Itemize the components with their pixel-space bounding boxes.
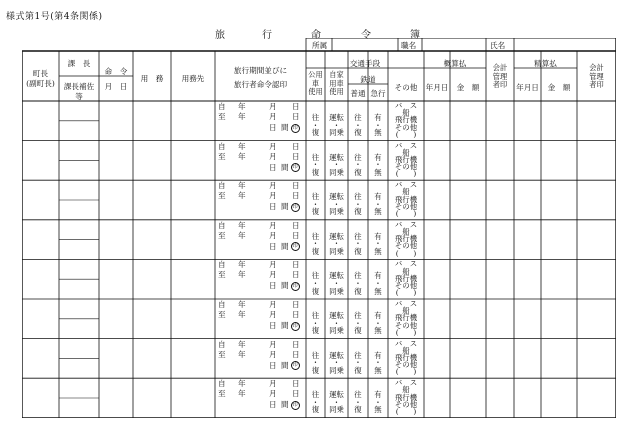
from-day-label: 日	[292, 260, 300, 270]
from-month-label: 月	[269, 379, 277, 389]
seal-icon: 印	[292, 203, 298, 210]
to-month-label: 月	[269, 230, 277, 240]
to-month-label: 月	[269, 191, 277, 201]
private-car-choice: 運転 ・ 同乗	[329, 311, 344, 336]
from-year-label: 年	[238, 379, 246, 389]
position-label: 職名	[401, 41, 417, 50]
to-day-label: 日	[292, 349, 300, 359]
to-year-label: 年	[238, 349, 246, 359]
other-transport-choice: バ ス 船 飛行機 その他 ( )	[394, 180, 418, 218]
settlement-header: 精算払	[534, 59, 557, 68]
from-year-label: 年	[238, 339, 246, 349]
period-header-line2: 旅行者命令認印	[233, 80, 288, 89]
public-car-choice: 往 ・ 復	[311, 350, 320, 375]
from-month-label: 月	[269, 260, 277, 270]
public-car-choice: 往 ・ 復	[311, 231, 320, 256]
to-month-label: 月	[269, 151, 277, 161]
advance-date-header: 年月日	[425, 83, 449, 92]
to-label: 至	[218, 310, 226, 319]
from-label: 自	[218, 141, 226, 151]
accounting-officer-header-2: 会計 管理 者印	[589, 63, 604, 90]
days-label: 日	[269, 281, 277, 291]
to-label: 至	[218, 349, 226, 359]
railway-header: 鉄道	[360, 75, 376, 84]
from-label: 自	[218, 181, 226, 191]
mayor-header: 町長	[32, 69, 49, 78]
duration-label: 間 印	[281, 202, 298, 212]
ordinary-choice: 往 ・ 復	[354, 192, 362, 217]
ordinary-choice: 往 ・ 復	[354, 350, 362, 375]
order-date-header: 月 日	[104, 82, 128, 91]
advance-amount-header: 金 額	[456, 83, 480, 92]
to-year-label: 年	[238, 389, 246, 399]
private-car-choice: 運転 ・ 同乗	[329, 152, 344, 177]
from-day-label: 日	[292, 339, 300, 349]
duration-label: 間 印	[281, 162, 298, 172]
affiliation-label: 所属	[312, 41, 328, 50]
to-label: 至	[218, 191, 226, 201]
private-car-choice: 運転 ・ 同乗	[329, 350, 344, 375]
seal-icon: 印	[292, 362, 298, 369]
express-choice: 有 ・ 無	[374, 152, 382, 177]
other-transport-choice: バ ス 船 飛行機 その他 ( )	[394, 299, 418, 337]
advance-header: 概算払	[443, 59, 467, 68]
from-label: 自	[218, 220, 226, 230]
ordinary-choice: 往 ・ 復	[354, 113, 362, 138]
transport-header: 交通手段	[349, 59, 381, 68]
ordinary-choice: 往 ・ 復	[354, 311, 362, 336]
title-char-3: 命	[311, 30, 321, 41]
other-transport-header: その他	[394, 83, 418, 92]
private-car-choice: 運転 ・ 同乗	[329, 113, 344, 138]
express-choice: 有 ・ 無	[374, 192, 382, 217]
days-label: 日	[269, 123, 277, 132]
days-label: 日	[269, 400, 277, 410]
days-label: 日	[269, 241, 277, 251]
from-label: 自	[218, 300, 226, 309]
order-header: 命 令	[104, 67, 128, 76]
from-year-label: 年	[238, 220, 246, 230]
days-label: 日	[269, 360, 277, 370]
settlement-amount-header: 金 額	[547, 83, 571, 92]
section-chief-header: 課 長	[67, 59, 91, 68]
to-day-label: 日	[292, 270, 300, 280]
other-transport-choice: バ ス 船 飛行機 その他 ( )	[394, 101, 418, 139]
from-day-label: 日	[292, 181, 300, 191]
from-month-label: 月	[269, 339, 277, 349]
to-label: 至	[218, 151, 226, 161]
seal-icon: 印	[292, 164, 298, 171]
days-label: 日	[269, 202, 277, 212]
express-choice: 有 ・ 無	[374, 231, 382, 256]
public-car-choice: 往 ・ 復	[311, 192, 320, 217]
private-car-header: 自家 用車 使用	[329, 70, 344, 97]
from-day-label: 日	[292, 220, 300, 230]
deputy-mayor-header: (副町長)	[26, 79, 55, 88]
from-month-label: 月	[269, 102, 277, 111]
to-year-label: 年	[238, 112, 246, 121]
to-label: 至	[218, 230, 226, 240]
from-month-label: 月	[269, 300, 277, 309]
to-label: 至	[218, 112, 226, 121]
title-char-2: 行	[262, 30, 272, 41]
to-day-label: 日	[292, 112, 300, 121]
to-day-label: 日	[292, 151, 300, 161]
from-day-label: 日	[292, 102, 300, 111]
public-car-choice: 往 ・ 復	[311, 271, 320, 296]
to-day-label: 日	[292, 389, 300, 399]
duration-label: 間 印	[281, 241, 298, 251]
seal-icon: 印	[292, 243, 298, 250]
form-number-note: 様式第1号(第4条関係)	[6, 12, 103, 22]
other-transport-choice: バ ス 船 飛行機 その他 ( )	[394, 338, 418, 377]
section-deputy-header: 課長補佐	[63, 82, 95, 91]
days-label: 日	[269, 321, 277, 330]
from-month-label: 月	[269, 181, 277, 191]
duration-label: 間 印	[281, 360, 298, 370]
title-char-1: 旅	[215, 30, 225, 41]
from-label: 自	[218, 102, 226, 111]
from-year-label: 年	[238, 300, 246, 309]
ordinary-choice: 往 ・ 復	[354, 390, 362, 415]
from-year-label: 年	[238, 141, 246, 151]
seal-icon: 印	[292, 124, 298, 131]
ordinary-choice: 往 ・ 復	[354, 152, 362, 177]
to-day-label: 日	[292, 191, 300, 201]
private-car-choice: 運転 ・ 同乗	[329, 390, 344, 415]
seal-icon: 印	[292, 282, 298, 289]
seal-icon: 印	[292, 401, 298, 408]
accounting-officer-header: 会計 管理 者印	[492, 63, 508, 90]
private-car-choice: 運転 ・ 同乗	[329, 271, 344, 296]
duration-label: 間 印	[281, 321, 298, 330]
other-transport-choice: バ ス 船 飛行機 その他 ( )	[394, 378, 418, 416]
ordinary-choice: 往 ・ 復	[354, 271, 362, 296]
public-car-header: 公用 車 使用	[308, 70, 323, 97]
public-car-choice: 往 ・ 復	[311, 390, 320, 415]
from-label: 自	[218, 339, 226, 349]
to-day-label: 日	[292, 310, 300, 319]
express-choice: 有 ・ 無	[374, 113, 382, 138]
public-car-choice: 往 ・ 復	[311, 152, 320, 177]
ordinary-choice: 往 ・ 復	[354, 231, 362, 256]
express-choice: 有 ・ 無	[374, 390, 382, 415]
from-label: 自	[218, 379, 226, 389]
other-transport-choice: バ ス 船 飛行機 その他 ( )	[394, 219, 418, 258]
from-month-label: 月	[269, 220, 277, 230]
from-year-label: 年	[238, 260, 246, 270]
private-car-choice: 運転 ・ 同乗	[329, 231, 344, 256]
from-year-label: 年	[238, 102, 246, 111]
travel-order-ledger	[22, 38, 616, 418]
title-char-4: 令	[361, 30, 371, 41]
to-month-label: 月	[269, 112, 277, 121]
name-label: 氏名	[490, 41, 506, 50]
to-label: 至	[218, 389, 226, 399]
to-year-label: 年	[238, 151, 246, 161]
from-month-label: 月	[269, 141, 277, 151]
to-month-label: 月	[269, 389, 277, 399]
from-day-label: 日	[292, 379, 300, 389]
from-day-label: 日	[292, 141, 300, 151]
private-car-choice: 運転 ・ 同乗	[329, 192, 344, 217]
settlement-date-header: 年月日	[516, 83, 539, 92]
other-transport-choice: バ ス 船 飛行機 その他 ( )	[394, 259, 418, 298]
title-char-5: 簿	[410, 30, 420, 41]
ordinary-header: 普通	[350, 89, 366, 98]
from-label: 自	[218, 260, 226, 270]
to-year-label: 年	[238, 310, 246, 319]
section-deputy-header-2: 等	[75, 92, 83, 101]
express-choice: 有 ・ 無	[374, 350, 382, 375]
express-choice: 有 ・ 無	[374, 271, 382, 296]
to-year-label: 年	[238, 191, 246, 201]
to-day-label: 日	[292, 230, 300, 240]
to-month-label: 月	[269, 349, 277, 359]
duration-label: 間 印	[281, 123, 298, 132]
to-year-label: 年	[238, 230, 246, 240]
from-year-label: 年	[238, 181, 246, 191]
seal-icon: 印	[292, 322, 298, 329]
other-transport-choice: バ ス 船 飛行機 その他 ( )	[394, 140, 418, 179]
destination-header: 用務先	[181, 74, 205, 83]
express-header: 急行	[370, 89, 386, 98]
business-header: 用 務	[140, 74, 164, 83]
public-car-choice: 往 ・ 復	[311, 113, 320, 138]
to-month-label: 月	[269, 270, 277, 280]
days-label: 日	[269, 162, 277, 172]
to-label: 至	[218, 270, 226, 280]
to-month-label: 月	[269, 310, 277, 319]
public-car-choice: 往 ・ 復	[311, 311, 320, 336]
from-day-label: 日	[292, 300, 300, 309]
duration-label: 間 印	[281, 400, 298, 410]
express-choice: 有 ・ 無	[374, 311, 382, 336]
to-year-label: 年	[238, 270, 246, 280]
period-header-line1: 旅行期間並びに	[233, 66, 288, 75]
duration-label: 間 印	[281, 281, 298, 291]
